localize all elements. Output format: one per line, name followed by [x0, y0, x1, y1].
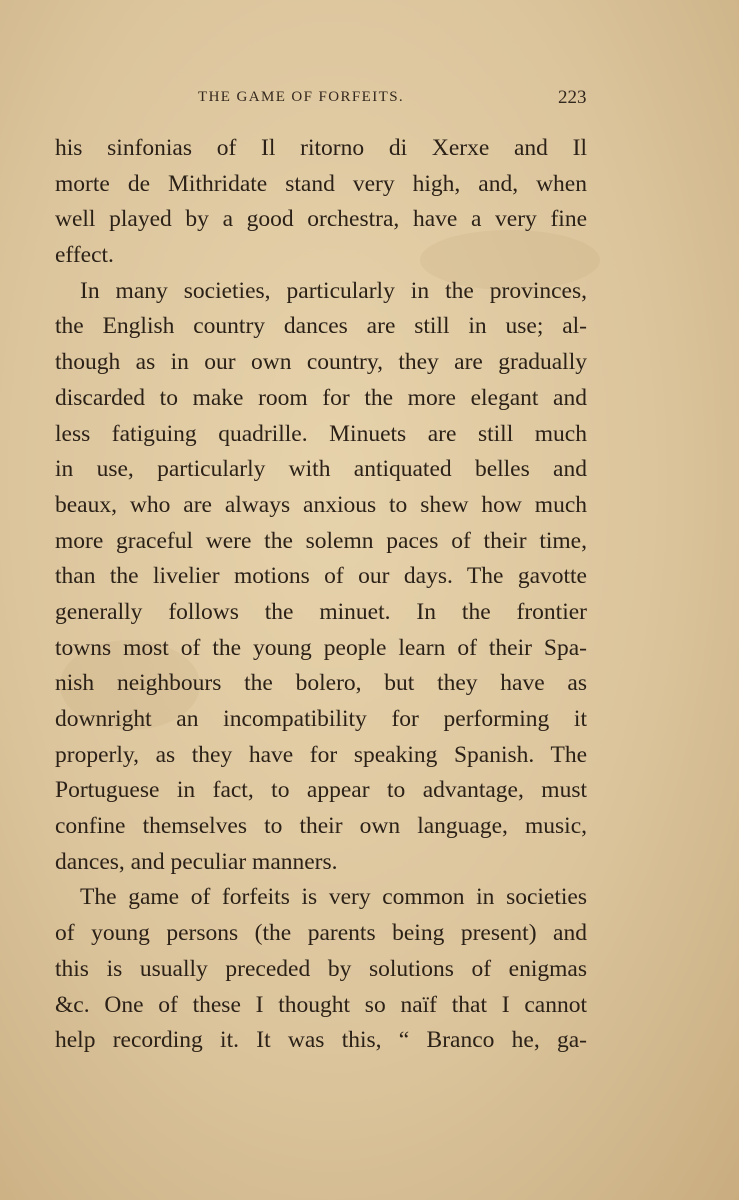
text-line: in use, particularly with antiquated belles and [55, 456, 587, 483]
text-line: help recording it. It was this, “ Branco he, ga- [55, 1027, 587, 1054]
text-line: less fatiguing quadrille. Minuets are still much [55, 420, 587, 447]
body-text [55, 131, 587, 1059]
text-line: than the livelier motions of our days. The gavotte [55, 563, 587, 590]
text-line: downright an incompatibility for performing it [55, 706, 587, 732]
text-line: generally follows the minuet. In the frontier [55, 598, 587, 625]
text-line: morte de Mithridate stand very high, and, when [55, 170, 587, 197]
text-line: more graceful were the solemn paces of their time, [55, 527, 587, 554]
text-line: the English country dances are still in use; al- [55, 313, 587, 340]
text-line: nish neighbours the bolero, but they have as [55, 670, 587, 697]
text-line: Portuguese in fact, to appear to advantage, must [55, 777, 587, 804]
text-line: properly, as they have for speaking Spanish. The [55, 741, 587, 768]
text-line: beaux, who are always anxious to shew how much [55, 491, 587, 518]
text-line: towns most of the young people learn of their Spa- [55, 634, 587, 661]
text-line: The game of forfeits is very common in societies [80, 884, 587, 911]
running-head [0, 89, 739, 113]
text-line: this is usually preceded by solutions of enigmas [55, 955, 587, 982]
text-line: &c. One of these I thought so naïf that I cannot [55, 991, 587, 1018]
text-line: of young persons (the parents being present) and [55, 920, 587, 947]
page-number: 223 [558, 87, 587, 108]
text-line: discarded to make room for the more elegant and [55, 384, 587, 411]
running-title: THE GAME OF FORFEITS. [198, 89, 405, 105]
text-line: his sinfonias of Il ritorno di Xerxe and Il [55, 135, 587, 161]
text-line: In many societies, particularly in the provinces, [80, 277, 587, 304]
text-line: though as in our own country, they are gradually [55, 349, 587, 376]
text-line: well played by a good orchestra, have a very fine [55, 206, 587, 233]
text-line: confine themselves to their own language, music, [55, 813, 587, 840]
text-line: effect. [55, 242, 114, 269]
text-line: dances, and peculiar manners. [55, 848, 338, 875]
